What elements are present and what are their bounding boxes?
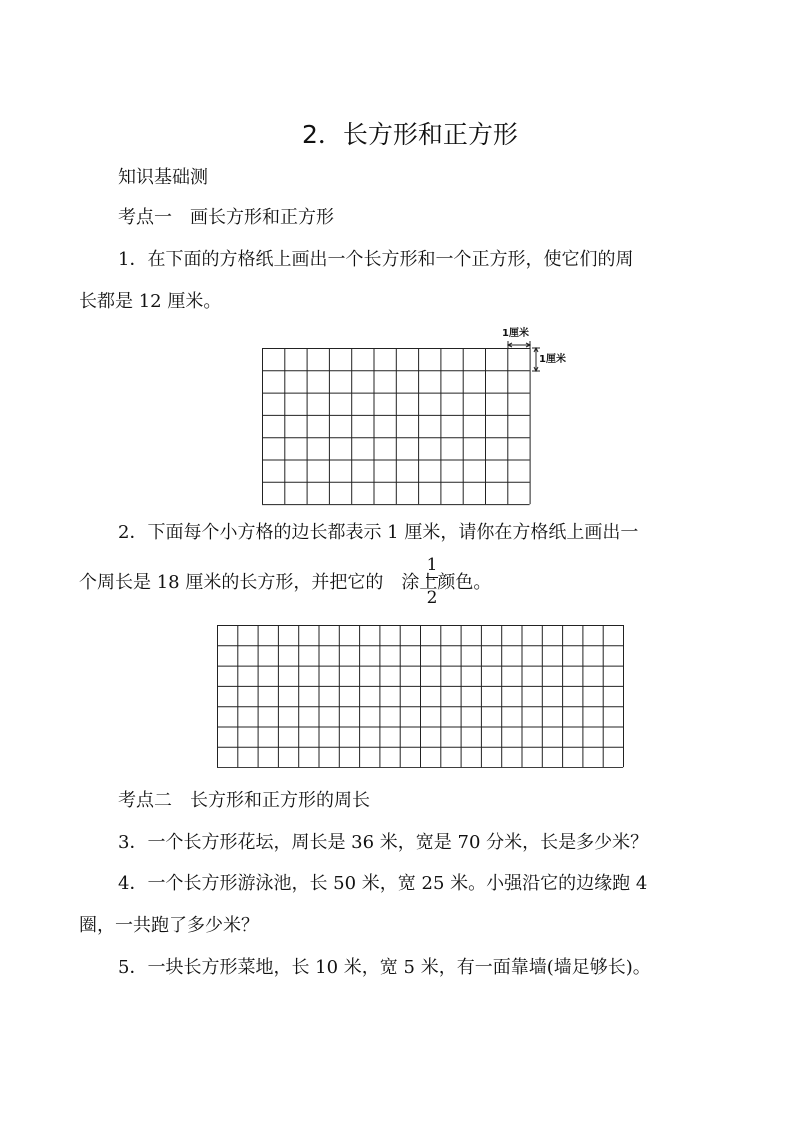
unit-label-vertical: 1厘米 [539,354,566,365]
page-title: 2．长方形和正方形 [302,120,518,149]
question-1-line-2: 长都是 12 厘米。 [79,291,222,312]
unit-indicator [508,341,540,371]
grid-1-lines [262,348,530,505]
grid-2-lines [217,625,624,768]
question-2-line-1: 2．下面每个小方格的边长都表示 1 厘米，请你在方格纸上画出一 [118,522,639,543]
question-2-text-after: 涂上颜色。 [401,572,492,593]
topic-two-heading: 考点二 长方形和正方形的周长 [118,790,370,811]
fraction-denominator: 2 [426,588,438,608]
section-heading: 知识基础测 [118,167,208,188]
unit-label-horizontal: 1厘米 [502,328,529,339]
question-1-line-1: 1．在下面的方格纸上画出一个长方形和一个正方形，使它们的周 [118,249,634,270]
question-5: 5．一块长方形菜地，长 10 米，宽 5 米，有一面靠墙(墙足够长)。 [118,957,651,978]
question-4-line-1: 4．一个长方形游泳池，长 50 米，宽 25 米。小强沿它的边缘跑 4 [118,873,648,894]
question-3: 3．一个长方形花坛，周长是 36 米，宽是 70 分米，长是多少米？ [118,832,649,853]
fraction-bar [426,577,438,578]
fraction-numerator: 1 [426,555,438,575]
grid-paper-1 [262,326,582,508]
question-2-text-before: 个周长是 18 厘米的长方形，并把它的 [79,572,384,593]
question-4-line-2: 圈，一共跑了多少米？ [79,915,259,936]
topic-one-heading: 考点一 画长方形和正方形 [118,207,334,228]
grid-paper-2 [215,622,625,768]
